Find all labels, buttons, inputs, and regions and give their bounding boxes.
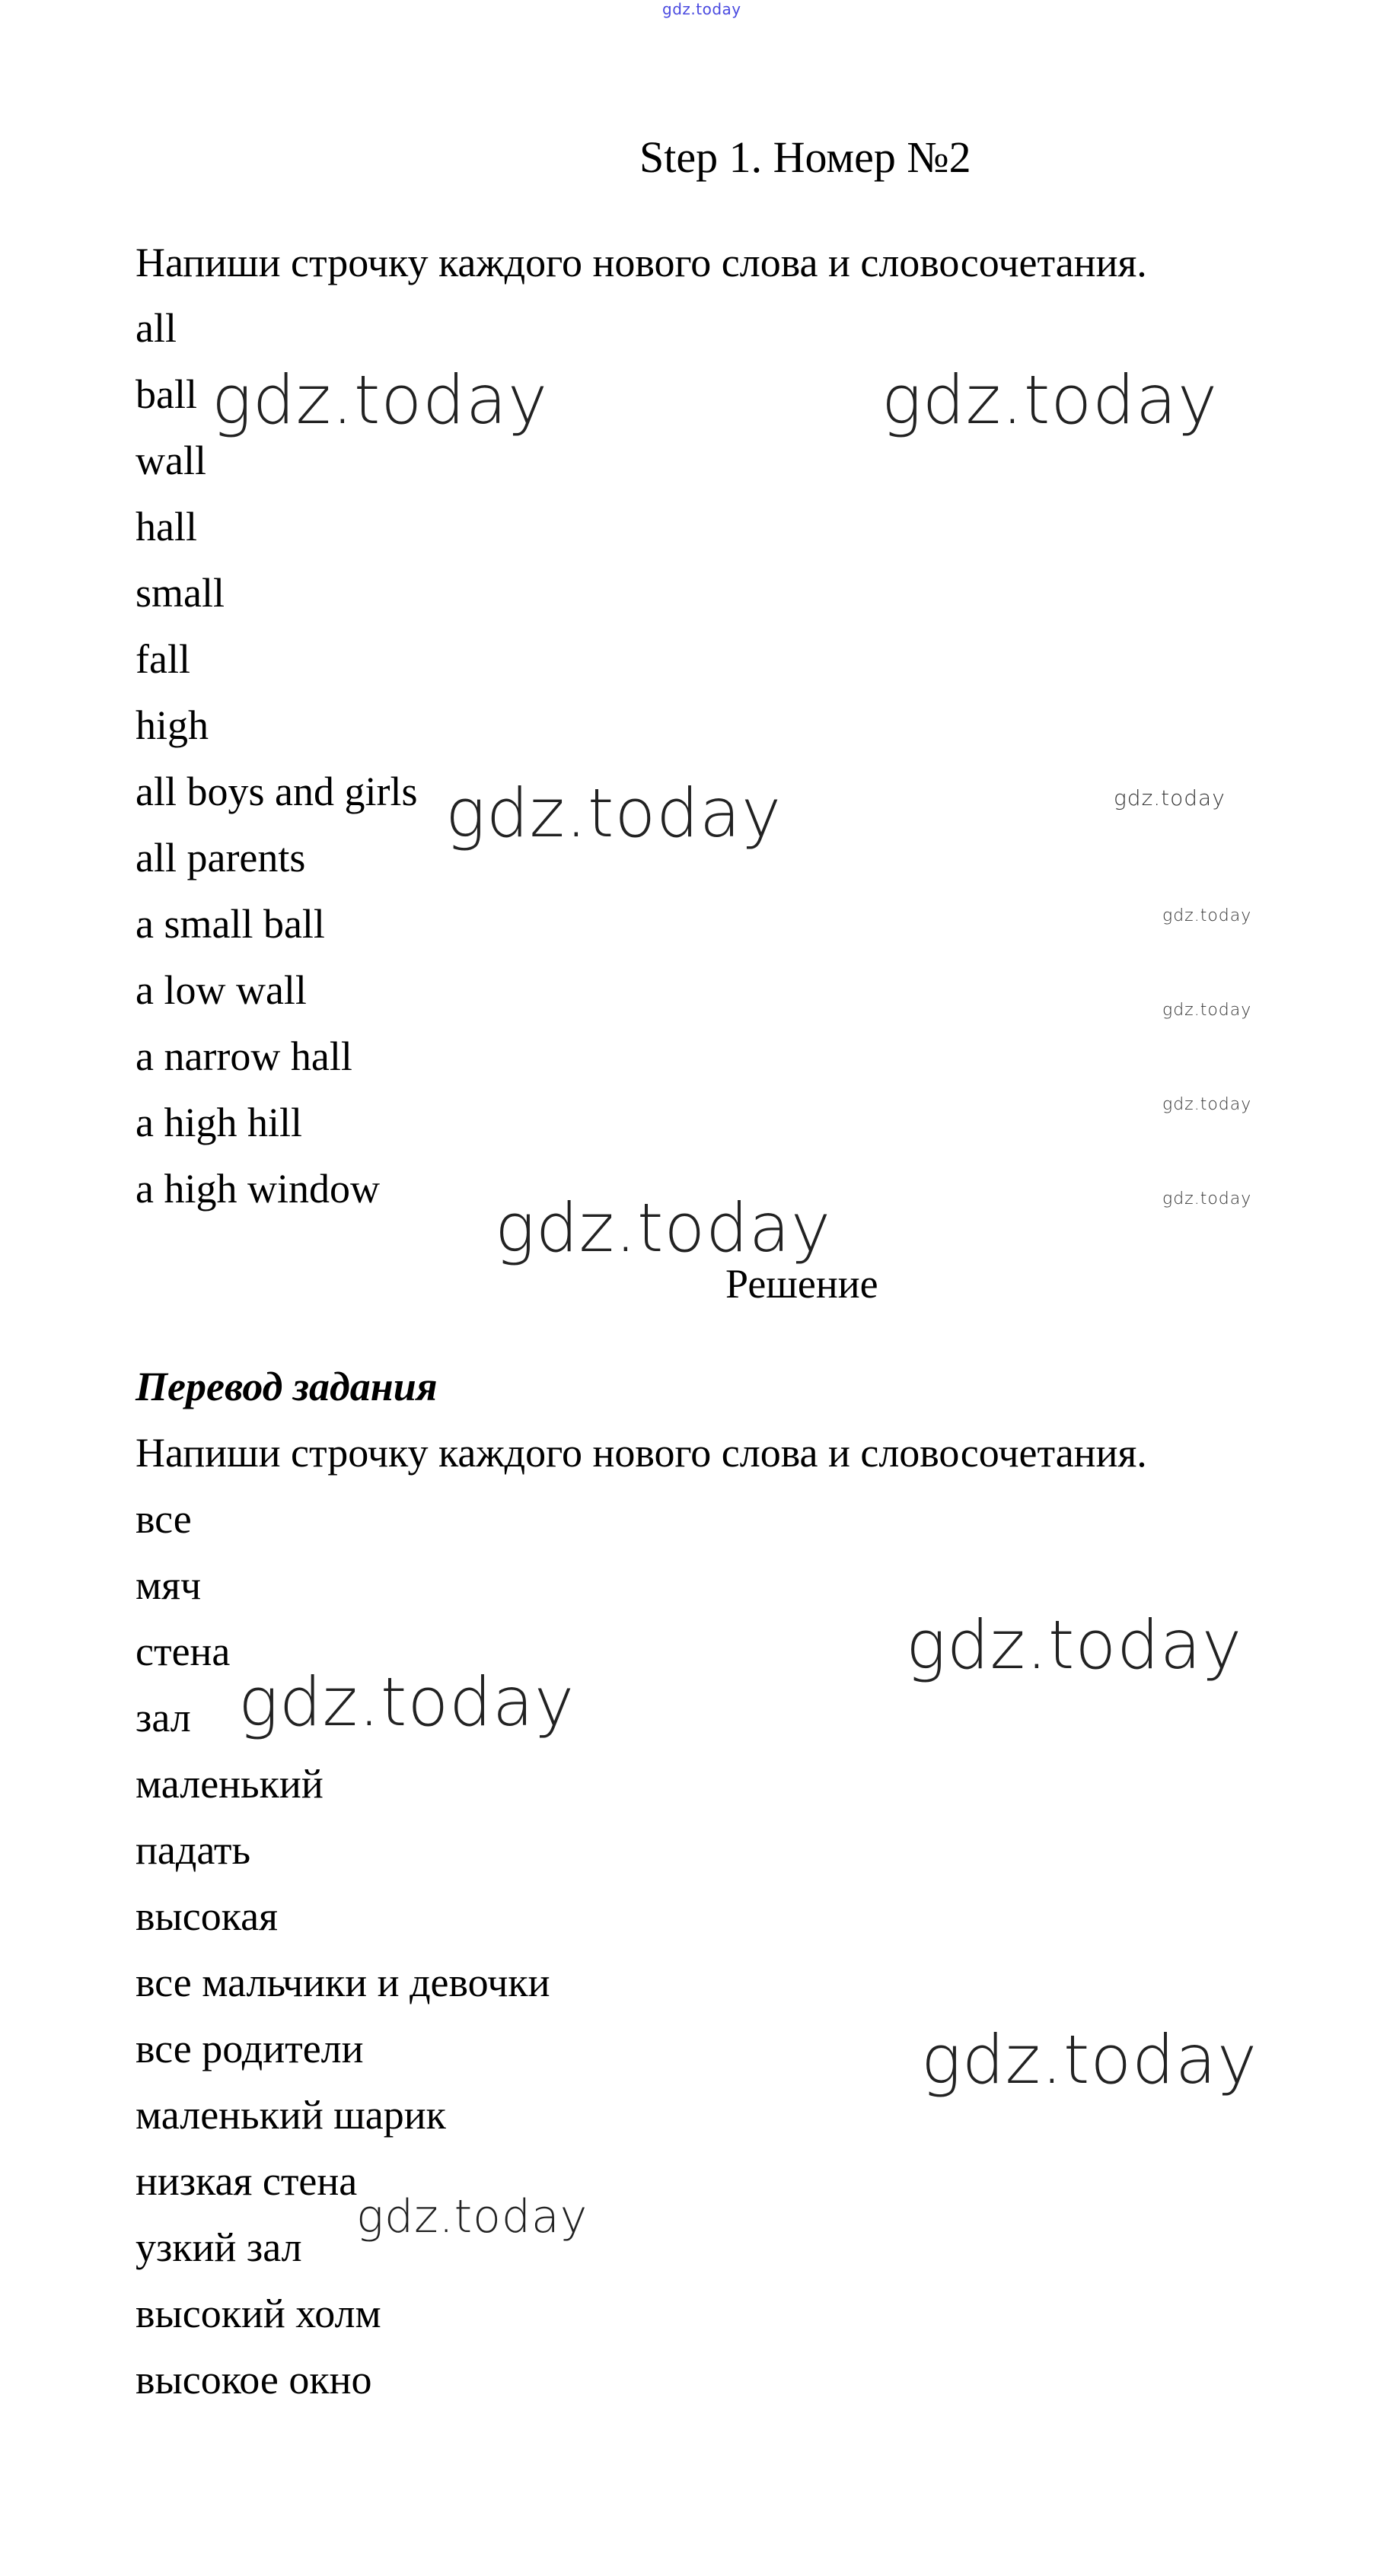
translation-item: высокий холм	[135, 2291, 381, 2336]
task-item: all boys and girls	[135, 769, 418, 814]
task-item: a small ball	[135, 901, 325, 947]
watermark: gdz.today	[356, 2190, 588, 2243]
task-item: ball	[135, 371, 197, 417]
watermark: gdz.today	[495, 1189, 832, 1267]
watermark: gdz.today	[921, 2020, 1258, 2099]
watermark: gdz.today	[445, 774, 783, 852]
watermark: gdz.today	[1162, 1095, 1252, 1114]
translation-item: маленький	[135, 1761, 324, 1807]
watermark: gdz.today	[881, 361, 1219, 439]
translation-item: зал	[135, 1695, 191, 1740]
task-item: a narrow hall	[135, 1033, 352, 1079]
watermark: gdz.today	[212, 361, 549, 439]
task-item: small	[135, 570, 225, 616]
translation-item: все родители	[135, 2026, 364, 2071]
task-item: a high hill	[135, 1100, 302, 1145]
solution-label: Решение	[725, 1261, 878, 1307]
task-item: fall	[135, 636, 190, 682]
watermark: gdz.today	[238, 1663, 575, 1741]
watermark: gdz.today	[1162, 1001, 1252, 1020]
translation-item: высокое окно	[135, 2357, 372, 2402]
translation-item: низкая стена	[135, 2158, 358, 2204]
translation-item: все	[135, 1496, 192, 1542]
translation-instruction: Напиши строчку каждого нового слова и словосочетания.	[135, 1430, 1147, 1476]
task-item: all	[135, 305, 177, 351]
task-item: wall	[135, 438, 206, 483]
watermark: gdz.today	[1162, 1189, 1252, 1208]
task-instruction: Напиши строчку каждого нового слова и словосочетания.	[135, 240, 1147, 285]
translation-item: маленький шарик	[135, 2092, 446, 2138]
watermark: gdz.today	[1162, 906, 1252, 925]
translation-item: падать	[135, 1827, 251, 1873]
translation-item: высокая	[135, 1893, 278, 1939]
translation-item: стена	[135, 1629, 231, 1674]
watermark: gdz.today	[1114, 785, 1226, 810]
watermark: gdz.today	[906, 1606, 1243, 1684]
task-item: all parents	[135, 835, 306, 880]
translation-heading: Перевод задания	[135, 1364, 438, 1409]
task-item: a high window	[135, 1166, 380, 1212]
translation-item: все мальчики и девочки	[135, 1960, 550, 2005]
page-title: Step 1. Номер №2	[639, 132, 971, 182]
translation-item: мяч	[135, 1562, 202, 1608]
site-mark: gdz.today	[662, 0, 741, 18]
task-item: hall	[135, 504, 197, 549]
task-item: high	[135, 702, 209, 748]
translation-item: узкий зал	[135, 2224, 302, 2270]
task-item: a low wall	[135, 967, 307, 1013]
